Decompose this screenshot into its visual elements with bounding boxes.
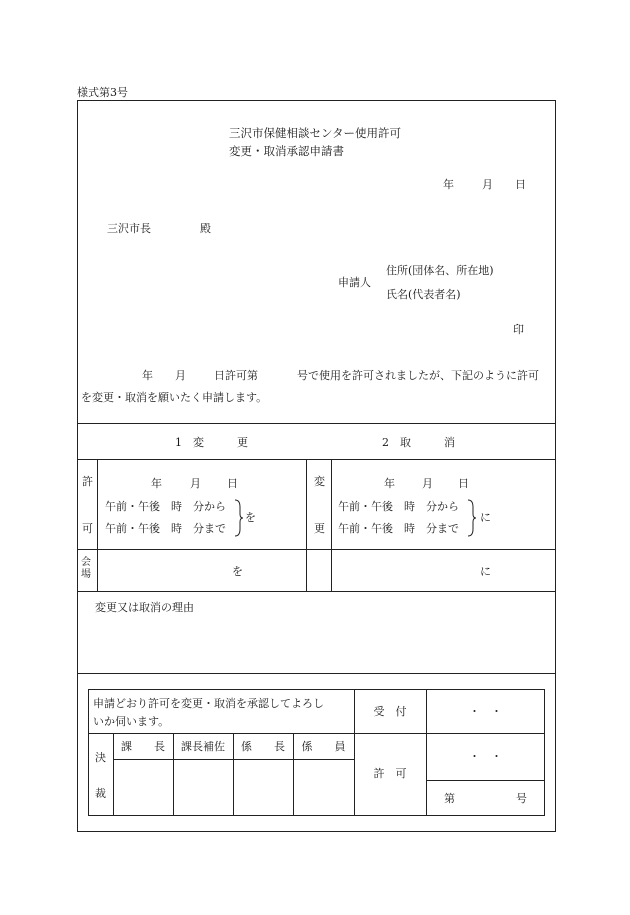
venue-permit-particle: を <box>232 565 243 578</box>
role-assistant-chief: 課長補佐 <box>181 740 225 753</box>
change-time-brace <box>467 499 476 537</box>
change-particle: に <box>480 511 491 524</box>
permit-date-year: 年 <box>151 477 162 490</box>
applicant-name-field[interactable]: 氏名(代表者名) <box>386 288 461 301</box>
role-staff: 係 員 <box>301 740 346 753</box>
divider-reason-bottom <box>77 673 556 674</box>
date-year: 年 <box>443 178 454 191</box>
title-line-1: 三沢市保健相談センター使用許可 <box>229 126 402 140</box>
role-subsection-chief: 係 長 <box>241 740 285 753</box>
permit-date-month: 月 <box>190 477 201 490</box>
divider-change-label <box>331 459 332 591</box>
divider-middle <box>306 459 307 591</box>
divider-sections-top <box>77 423 556 424</box>
divider-venue-bottom <box>77 591 556 592</box>
change-date-month: 月 <box>422 477 433 490</box>
change-label-bottom: 更 <box>314 522 325 535</box>
addressee-honorific: 殿 <box>200 222 211 235</box>
permit-time-brace <box>234 499 243 537</box>
section-change-header: 1 変 更 <box>175 436 248 449</box>
permit-label-top: 許 <box>82 475 93 488</box>
decision-label-1: 決 <box>95 751 106 764</box>
change-time-to: 午前・午後 時 分まで <box>338 522 459 535</box>
permit-time-from: 午前・午後 時 分から <box>105 500 226 513</box>
body-month: 月 <box>175 369 186 382</box>
permit-label: 許 可 <box>373 767 407 780</box>
permit-label-bottom: 可 <box>82 522 93 535</box>
body-number-text: 号で使用を許可されましたが、下記のように許可 <box>297 369 539 382</box>
seal-mark: 印 <box>513 323 524 336</box>
venue-change-particle: に <box>480 565 491 578</box>
title-line-2: 変更・取消承認申請書 <box>229 144 344 158</box>
approval-request-line-1: 申請どおり許可を変更・取消を承認してよろし <box>93 697 324 710</box>
approval-request-line-2: いか伺います。 <box>93 715 170 728</box>
change-date-day: 日 <box>458 477 469 490</box>
change-time-from: 午前・午後 時 分から <box>338 500 459 513</box>
venue-label: 会場 <box>81 557 91 580</box>
permit-date-day: 日 <box>227 477 238 490</box>
section-cancel-header: 2 取 消 <box>382 436 455 449</box>
role-section-chief: 課 長 <box>121 740 165 753</box>
approval-number-top <box>426 780 545 781</box>
addressee-name: 三沢市長 <box>107 222 151 235</box>
permit-time-to: 午前・午後 時 分まで <box>105 522 226 535</box>
divider-permit-label <box>97 459 98 591</box>
form-number: 様式第3号 <box>77 86 128 99</box>
change-date-year: 年 <box>384 477 395 490</box>
permit-particle: を <box>245 511 256 524</box>
reason-label: 変更又は取消の理由 <box>95 601 194 614</box>
date-month: 月 <box>482 178 493 191</box>
permit-date: ・ ・ <box>469 750 502 763</box>
decision-label-2: 裁 <box>95 787 106 800</box>
body-line-2: を変更・取消を願いたく申請します。 <box>81 391 268 404</box>
change-label-top: 変 <box>314 475 325 488</box>
applicant-address-field[interactable]: 住所(団体名、所在地) <box>386 264 494 277</box>
received-label: 受 付 <box>373 705 407 718</box>
divider-times-bottom <box>77 549 556 550</box>
applicant-label: 申請人 <box>338 276 371 289</box>
divider-sections-bottom <box>77 459 556 460</box>
date-day: 日 <box>515 178 526 191</box>
approval-divider-row <box>88 733 545 734</box>
body-day-permit: 日許可第 <box>214 369 258 382</box>
number-suffix: 号 <box>516 792 527 805</box>
number-prefix: 第 <box>444 792 455 805</box>
received-date: ・ ・ <box>469 705 502 718</box>
body-year: 年 <box>142 369 153 382</box>
